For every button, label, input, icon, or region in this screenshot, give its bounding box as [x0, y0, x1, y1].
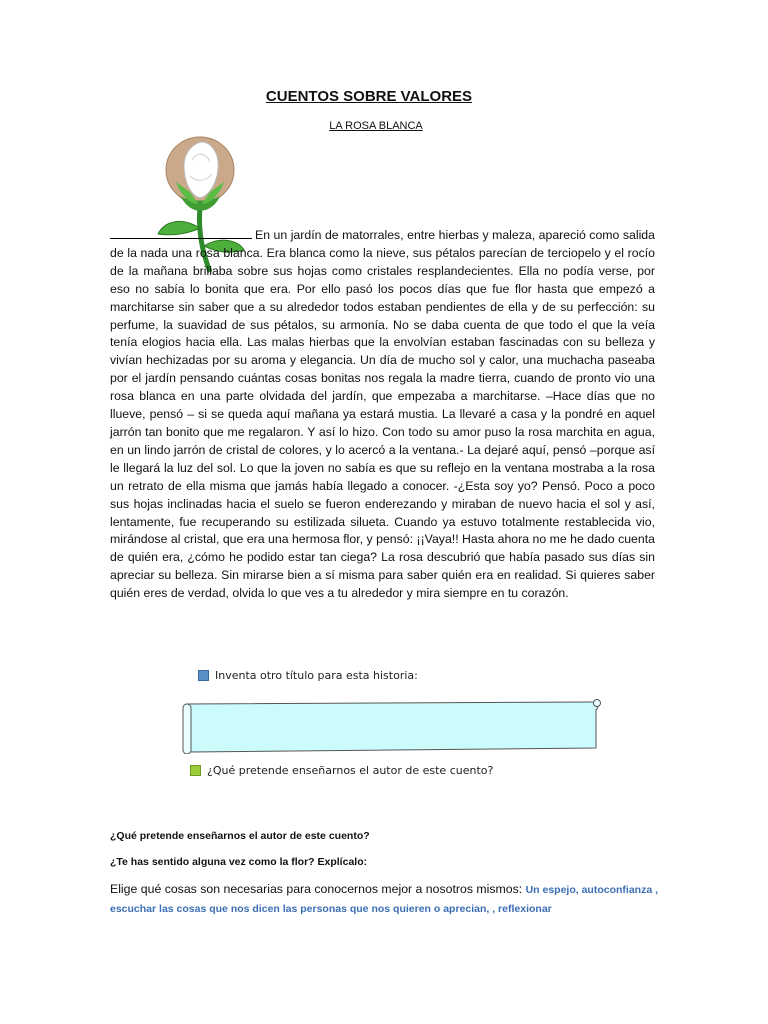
story-text: En un jardín de matorrales, entre hierbas y maleza, apareció como salida de la nada una rosa blanca. Era blanca como la nieve, sus pétalos parecían de terciopelo y el rocío de la mañana brillaba sobre sus hojas como cristales resplandecientes. Ella no podía verse, por eso no sabía lo bonita que era. Por ello pasó los pocos días que fue flor hasta que empezó a marchitarse sin saber que a su alrededor todos estaban pendientes de ella y de su perfección: su perfume, la suavidad de sus pétalos, su armonía. No se daba cuenta de que todo el que la veía tenía elogios hacia ella. Las malas hierbas que la envolvían estaban fascinadas con su belleza y vivían hechizadas por su aroma y elegancia. Un día de mucho sol y calor, una muchacha paseaba por el jardín pensando cuántas cosas bonitas nos regala la madre tierra, cuando de pronto vio una rosa blanca en una parte olvidada del jardín, que empezaba a marchitarse. –Hace días que no llueve, pensó – si se queda aquí mañana ya estará mustia. La llevaré a casa y la pondré en aquel jarrón tan bonito que me regalaron. Y así lo hizo. Con todo su amor puso la rosa marchita en agua, en un lindo jarrón de cristal de colores, y lo acercó a la ventana.- La dejaré aquí, pensó –porque así le llegará la luz del sol. Lo que la joven no sabía es que su reflejo en la ventana mostraba a la rosa un retrato de ella misma que jamás había llegado a conocer. -¿Esta soy yo? Pensó. Poco a poco sus hojas inclinadas hacia el suelo se fueron enderezando y miraban de nuevo hacia el sol y así, lentamente, fue recuperando su estilizada silueta. Cuando ya estuvo totalmente restablecida vio, mirándose al cristal, que era una hermosa flor, y pensó: ¡¡Vaya!! Hasta ahora no me he dado cuenta de quién era, ¿cómo he podido estar tan ciega? La rosa descubrió que había pasado sus días sin apreciar su belleza. Sin mirarse bien a sí misma para saber quién era en realidad. Si quieres saber quién eres de verdad, olvida lo que ves a tu alrededor y mira siempre en tu corazón. — [110, 228, 655, 601]
blue-bullet-icon — [198, 670, 209, 681]
worksheet-item-title — [198, 669, 418, 682]
question-felt-like-flower: ¿Te has sentido alguna vez como la flor? Explícalo: — [110, 856, 368, 868]
final-prompt: Elige qué cosas son necesarias para conocernos mejor a nosotros mismos: — [110, 882, 523, 896]
worksheet-item-title-text: Inventa otro título para esta historia: — [215, 669, 418, 682]
final-exercise — [110, 880, 658, 918]
worksheet-item-question-text: ¿Qué pretende enseñarnos el autor de este cuento? — [207, 764, 494, 777]
answer-scroll-box[interactable] — [180, 698, 604, 754]
final-answer: Un espejo, autoconfianza , escuchar las cosas que nos dicen las personas que nos quieren o aprecian, , reflexionar — [110, 884, 659, 915]
question-author-lesson: ¿Qué pretende enseñarnos el autor de este cuento? — [110, 830, 370, 842]
page-title: CUENTOS SOBRE VALORES — [265, 88, 473, 105]
title-blank-line — [110, 227, 252, 239]
green-bullet-icon — [190, 765, 201, 776]
worksheet-item-question — [190, 764, 493, 777]
story-title: LA ROSA BLANCA — [329, 120, 423, 132]
story-body — [110, 227, 655, 603]
